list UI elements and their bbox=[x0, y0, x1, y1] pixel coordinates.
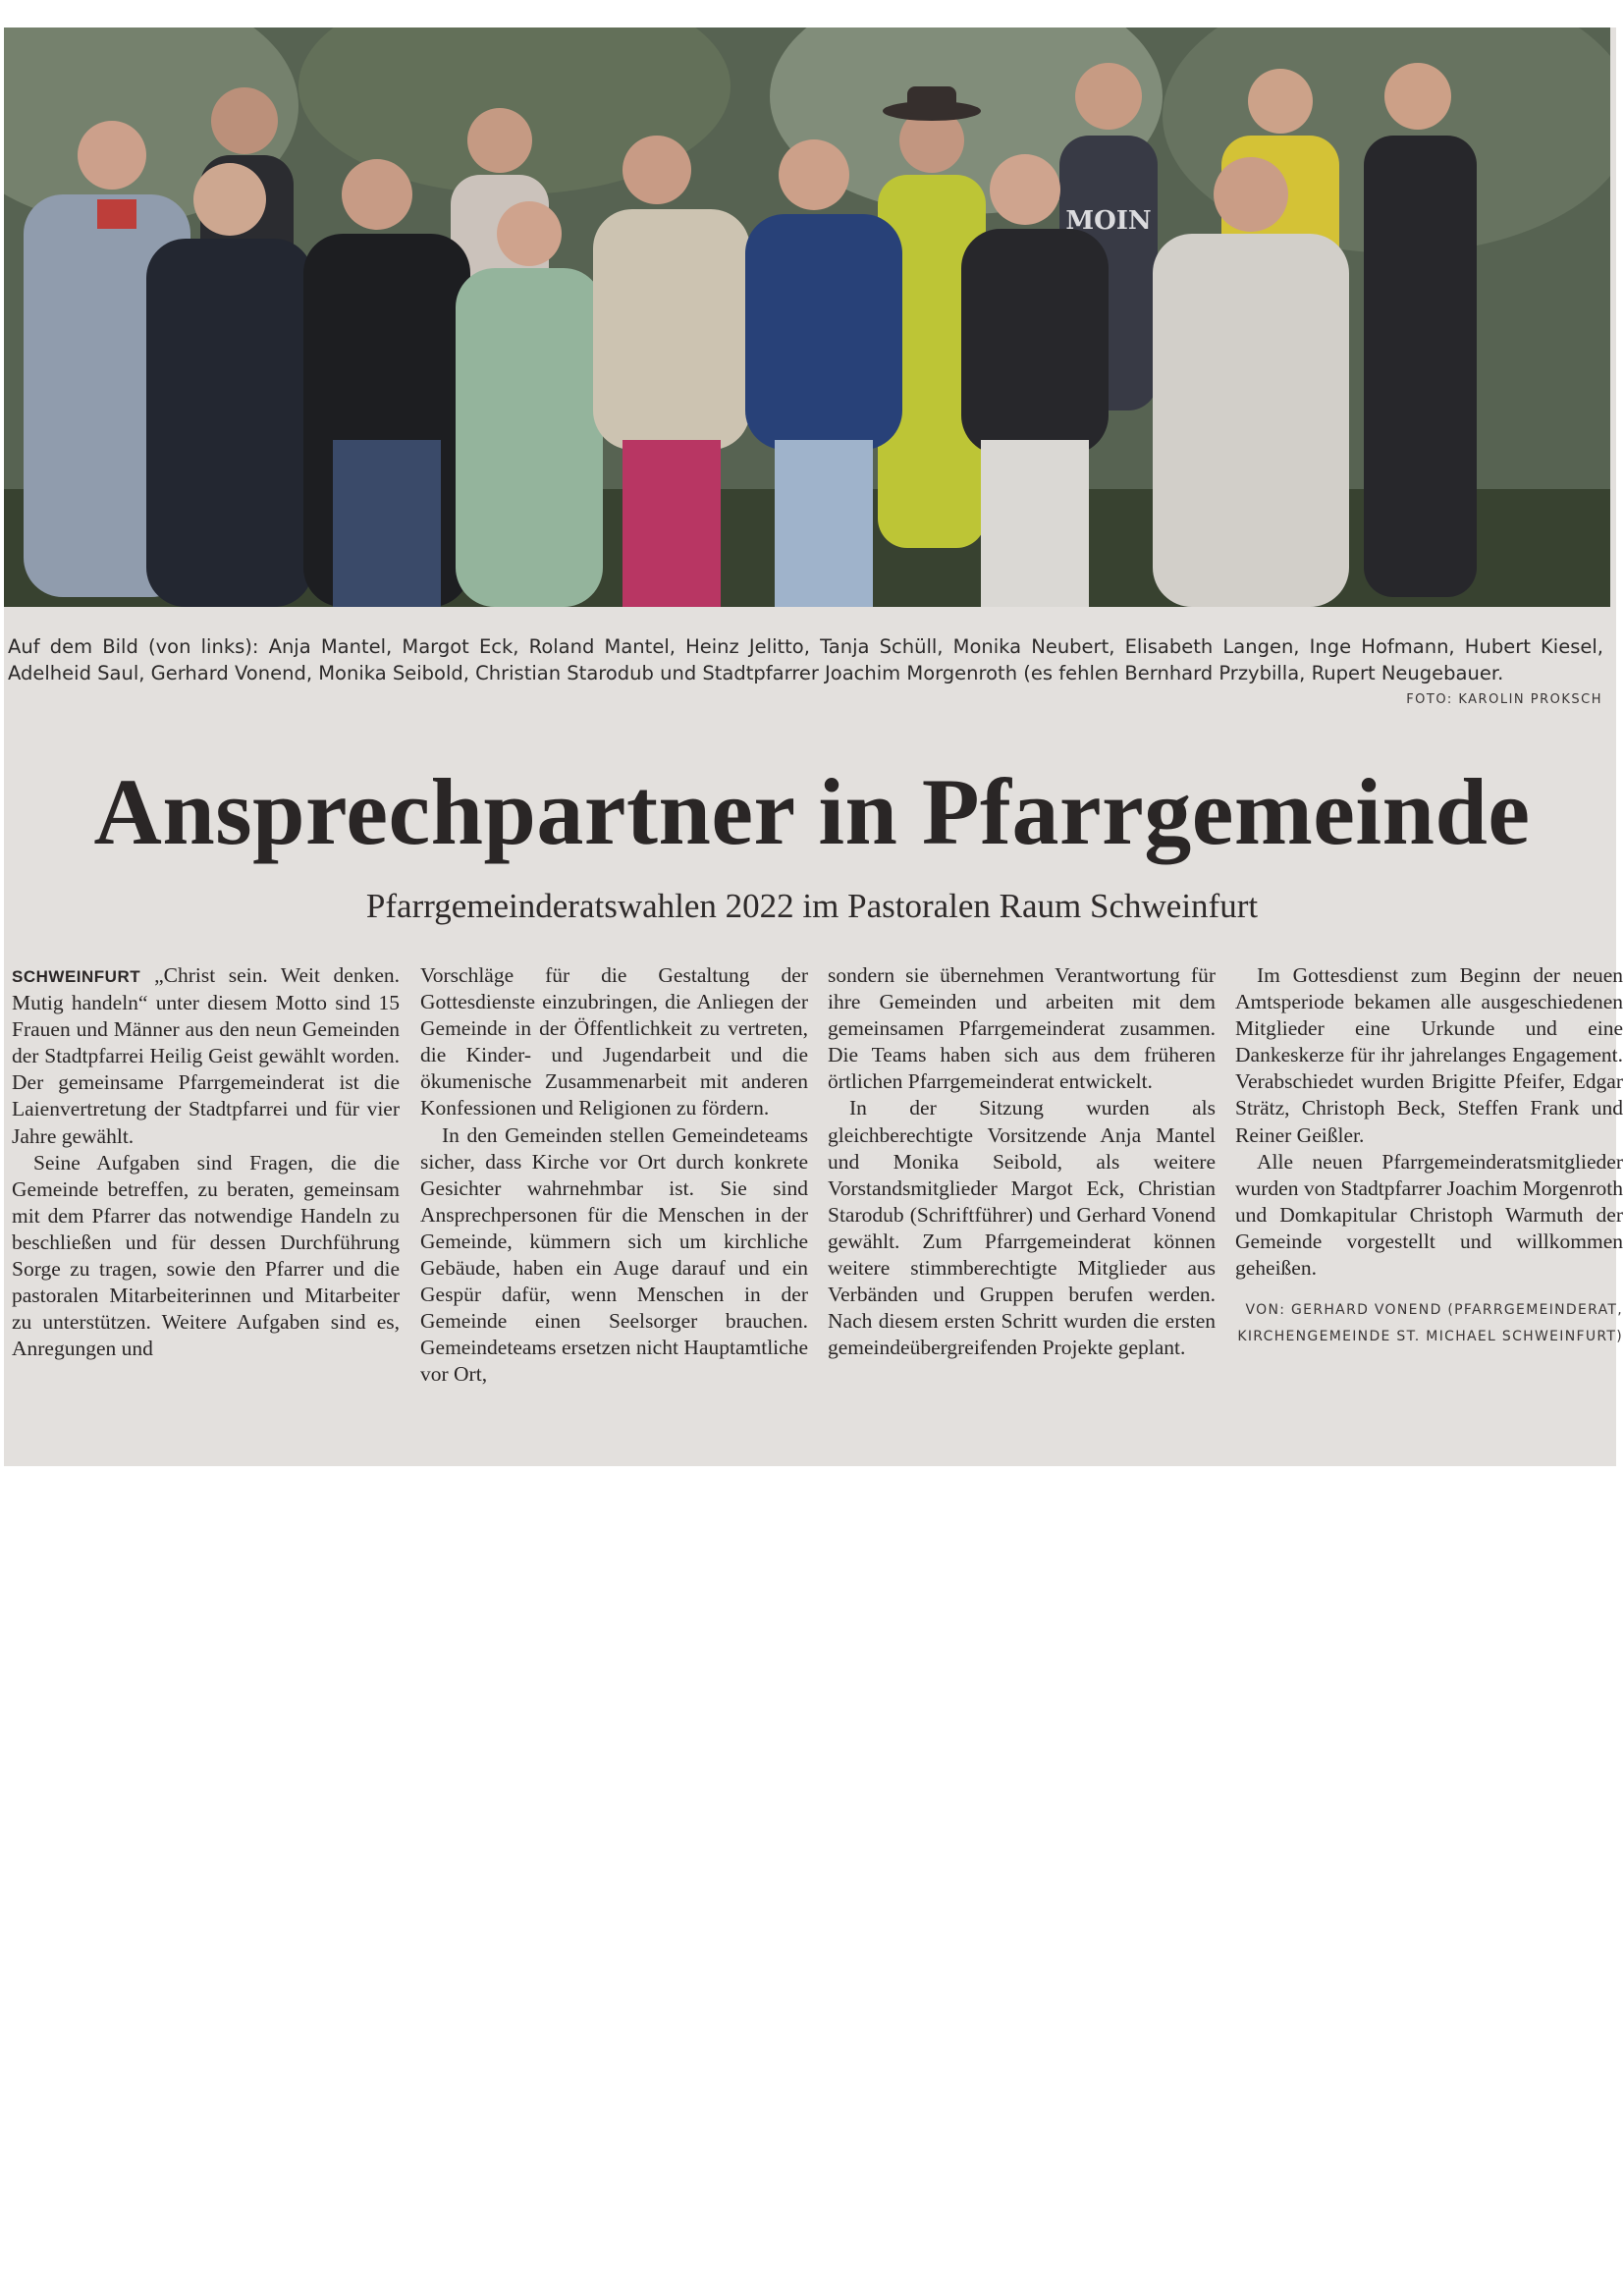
paragraph: In der Sitzung wurden als gleichberechtigte Vorsitzende Anja Mantel und Monika Seibold, als weitere Vorstandsmitglieder Margot Eck, Christian Starodub (Schriftführer) und Gerhard Vonend gewählt. Zum Pfarrgemeinderat können weitere stimmberechtigte Mitglieder aus Verbänden und Gruppen berufen werden. Nach diesem ersten Schritt wurden die ersten gemeindeübergreifenden Projekte geplant. bbox=[828, 1096, 1216, 1360]
article-column-3 bbox=[828, 962, 1216, 1361]
article-headline: Ansprechpartner in Pfarrgemeinde bbox=[93, 759, 1531, 864]
group-photo bbox=[4, 27, 1610, 607]
paragraph: sondern sie übernehmen Verantwortung für ihre Gemeinden und arbeiten mit dem gemeinsamen Pfarrgemeinderat zusammen. Die Teams haben sich aus dem früheren örtlichen Pfarrgemeinderat entwickelt. bbox=[828, 963, 1216, 1094]
paragraph: In den Gemeinden stellen Gemeindeteams sicher, dass Kirche vor Ort durch konkrete Gesichter wahrnehmbar ist. Sie sind Ansprechpersonen für die Menschen in der Gemeinde, kümmern sich um kirchliche Gebäude, haben ein Auge darauf und ein Gespür dafür, wenn Menschen in der Gemeinde einen Seelsorger brauchen. Gemeindeteams ersetzen nicht Hauptamtliche vor Ort, bbox=[420, 1122, 808, 1387]
article-column-1 bbox=[12, 962, 400, 1362]
group-photo-illustration bbox=[4, 27, 1610, 607]
paragraph-text: „Christ sein. Weit denken. Mutig handeln“ unter diesem Motto sind 15 Frauen und Männer aus den neun Gemeinden der Stadtpfarrei Heilig Geist gewählt worden. Der gemeinsame Pfarrgemeinderat ist die Laienvertretung der Stadtpfarrei und für vier Jahre gewählt. bbox=[12, 963, 400, 1148]
author-byline: VON: GERHARD VONEND (PFARRGEMEINDERAT, KIRCHENGEMEINDE ST. MICHAEL SCHWEINFURT) bbox=[1237, 1302, 1623, 1345]
sweatshirt-print: MOIN bbox=[1065, 206, 1152, 236]
article-column-4 bbox=[1235, 962, 1623, 1350]
paragraph bbox=[12, 962, 400, 1150]
dateline: SCHWEINFURT bbox=[12, 967, 141, 986]
paragraph: Vorschläge für die Gestaltung der Gottesdienste einzubringen, die Anliegen der Gemeinde in der Öffentlichkeit zu vertreten, die Kinder- und Jugendarbeit und die ökumenische Zusammenarbeit mit anderen Konfessionen und Religionen zu fördern. bbox=[420, 963, 808, 1121]
paragraph: Im Gottesdienst zum Beginn der neuen Amtsperiode bekamen alle ausgeschiedenen Mitglieder eine Urkunde und eine Dankeskerze für ihr jahrelanges Engagement. Verabschiedet wurden Brigitte Pfeifer, Edgar Strätz, Christoph Beck, Steffen Frank und Reiner Geißler. bbox=[1235, 963, 1623, 1147]
article-column-2 bbox=[420, 962, 808, 1389]
photo-caption: Auf dem Bild (von links): Anja Mantel, Margot Eck, Roland Mantel, Heinz Jelitto, Tanja Schüll, Monika Neubert, Elisabeth Langen, Inge Hofmann, Hubert Kiesel, Adelheid Saul, Gerhard Vonend, Monika Seibold, Christian Starodub und Stadtpfarrer Joachim Morgenroth (es fehlen Bernhard Przybilla, Rupert Neugebauer. bbox=[8, 635, 1603, 684]
paragraph: Alle neuen Pfarrgemeinderatsmitglieder wurden von Stadtpfarrer Joachim Morgenroth und Domkapitular Christoph Warmuth der Gemeinde vorgestellt und willkommen geheißen. bbox=[1235, 1149, 1623, 1281]
photo-credit: FOTO: KAROLIN PROKSCH bbox=[1406, 692, 1602, 707]
paragraph: Seine Aufgaben sind Fragen, die die Gemeinde betreffen, zu beraten, gemeinsam mit dem Pfarrer das notwendige Handeln zu beschließen und für dessen Durchführung Sorge zu tragen, sowie den Pfarrer und die pastoralen Mitarbeiterinnen und Mitarbeiter zu unterstützen. Weitere Aufgaben sind es, Anregungen und bbox=[12, 1150, 400, 1361]
article-subheadline: Pfarrgemeinderatswahlen 2022 im Pastoralen Raum Schweinfurt bbox=[365, 887, 1259, 925]
